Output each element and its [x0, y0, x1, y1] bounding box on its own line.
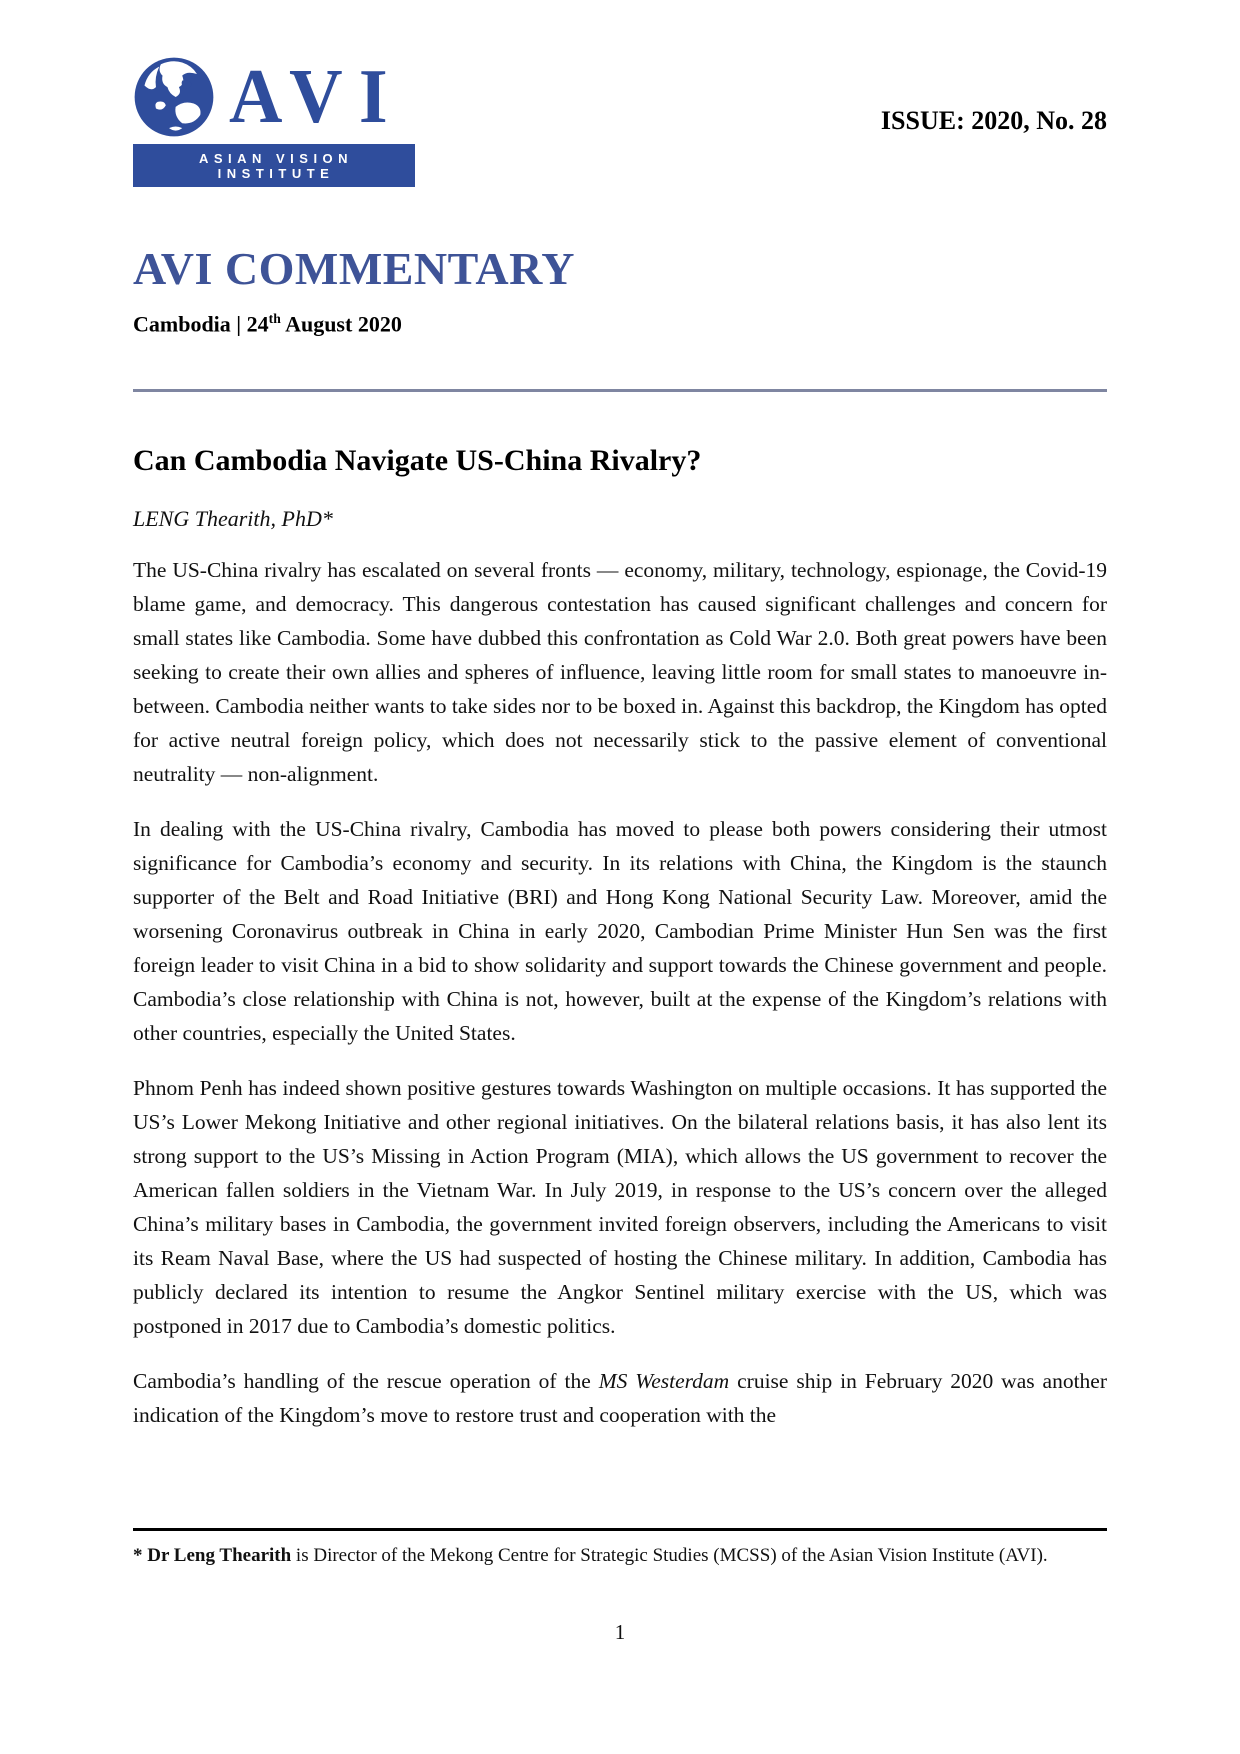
ship-name: MS Westerdam	[598, 1369, 730, 1394]
article-body	[133, 442, 1107, 1432]
dateline	[133, 311, 1107, 337]
article-title: Can Cambodia Navigate US-China Rivalry?	[133, 444, 702, 478]
paragraph-4	[133, 1364, 1107, 1432]
footnote-description: is Director of the Mekong Centre for Strategic Studies (MCSS) of the Asian Vision Institute (AVI).	[291, 1545, 1048, 1566]
header-divider	[133, 389, 1107, 392]
paragraph-2: In dealing with the US-China rivalry, Cambodia has moved to please both powers considering their utmost significance for Cambodia’s economy and security. In its relations with China, the Kingdom is the staunch supporter of the Belt and Road Initiative (BRI) and Hong Kong National Security Law. Moreover, amid the worsening Coronavirus outbreak in China in early 2020, Cambodian Prime Minister Hun Sen was the first foreign leader to visit China in a bid to show solidarity and support towards the Chinese government and people. Cambodia’s close relationship with China is not, however, built at the expense of the Kingdom’s relations with other countries, especially the United States.	[133, 817, 1107, 1046]
globe-asia-icon	[133, 56, 215, 138]
document-header	[133, 53, 1107, 187]
logo-acronym: AVI	[229, 53, 404, 141]
paragraph-3: Phnom Penh has indeed shown positive gestures towards Washington on multiple occasions. It has supported the US’s Lower Mekong Initiative and other regional initiatives. On the bilateral relations basis, it has also lent its strong support to the US’s Missing in Action Program (MIA), which allows the US government to recover the American fallen soldiers in the Vietnam War. In July 2019, in response to the US’s concern over the alleged China’s military bases in Cambodia, the government invited foreign observers, including the Americans to visit its Ream Naval Base, where the US had suspected of hosting the Chinese military. In addition, Cambodia has publicly declared its intention to resume the Angkor Sentinel military exercise with the US, which was postponed in 2017 due to Cambodia’s domestic politics.	[133, 1076, 1107, 1339]
avi-logo	[133, 53, 415, 187]
page-number: 1	[614, 1620, 626, 1644]
masthead-title: AVI COMMENTARY	[133, 243, 575, 294]
footnote-text	[133, 1541, 1107, 1570]
footnote-section	[133, 1528, 1107, 1570]
author-line: LENG Thearith, PhD*	[133, 506, 333, 532]
dateline-prefix: Cambodia | 24	[133, 311, 269, 337]
logo-banner: ASIAN VISION INSTITUTE	[133, 144, 415, 187]
paragraph-4-text: Cambodia’s handling of the rescue operation of the	[133, 1369, 599, 1394]
paragraph-1: The US-China rivalry has escalated on several fronts — economy, military, technology, espionage, the Covid-19 blame game, and democracy. This dangerous contestation has caused significant challenges and concern for small states like Cambodia. Some have dubbed this confrontation as Cold War 2.0. Both great powers have been seeking to create their own allies and spheres of influence, leaving little room for small states to manoeuvre in-between. Cambodia neither wants to take sides nor to be boxed in. Against this backdrop, the Kingdom has opted for active neutral foreign policy, which does not necessarily stick to the passive element of conventional neutrality — non-alignment.	[133, 558, 1107, 787]
footnote-divider	[133, 1528, 1107, 1531]
dateline-ordinal-suffix: th	[268, 311, 281, 326]
footnote-author-name: * Dr Leng Thearith	[133, 1545, 292, 1566]
paragraph-4-continuation: cruise ship in February 2020 was another indication of the Kingdom’s move to restore trust and cooperation with the	[133, 1369, 1107, 1428]
issue-number: ISSUE: 2020, No. 28	[880, 106, 1107, 135]
logo-top-row	[133, 53, 415, 141]
dateline-suffix: August 2020	[280, 311, 402, 337]
